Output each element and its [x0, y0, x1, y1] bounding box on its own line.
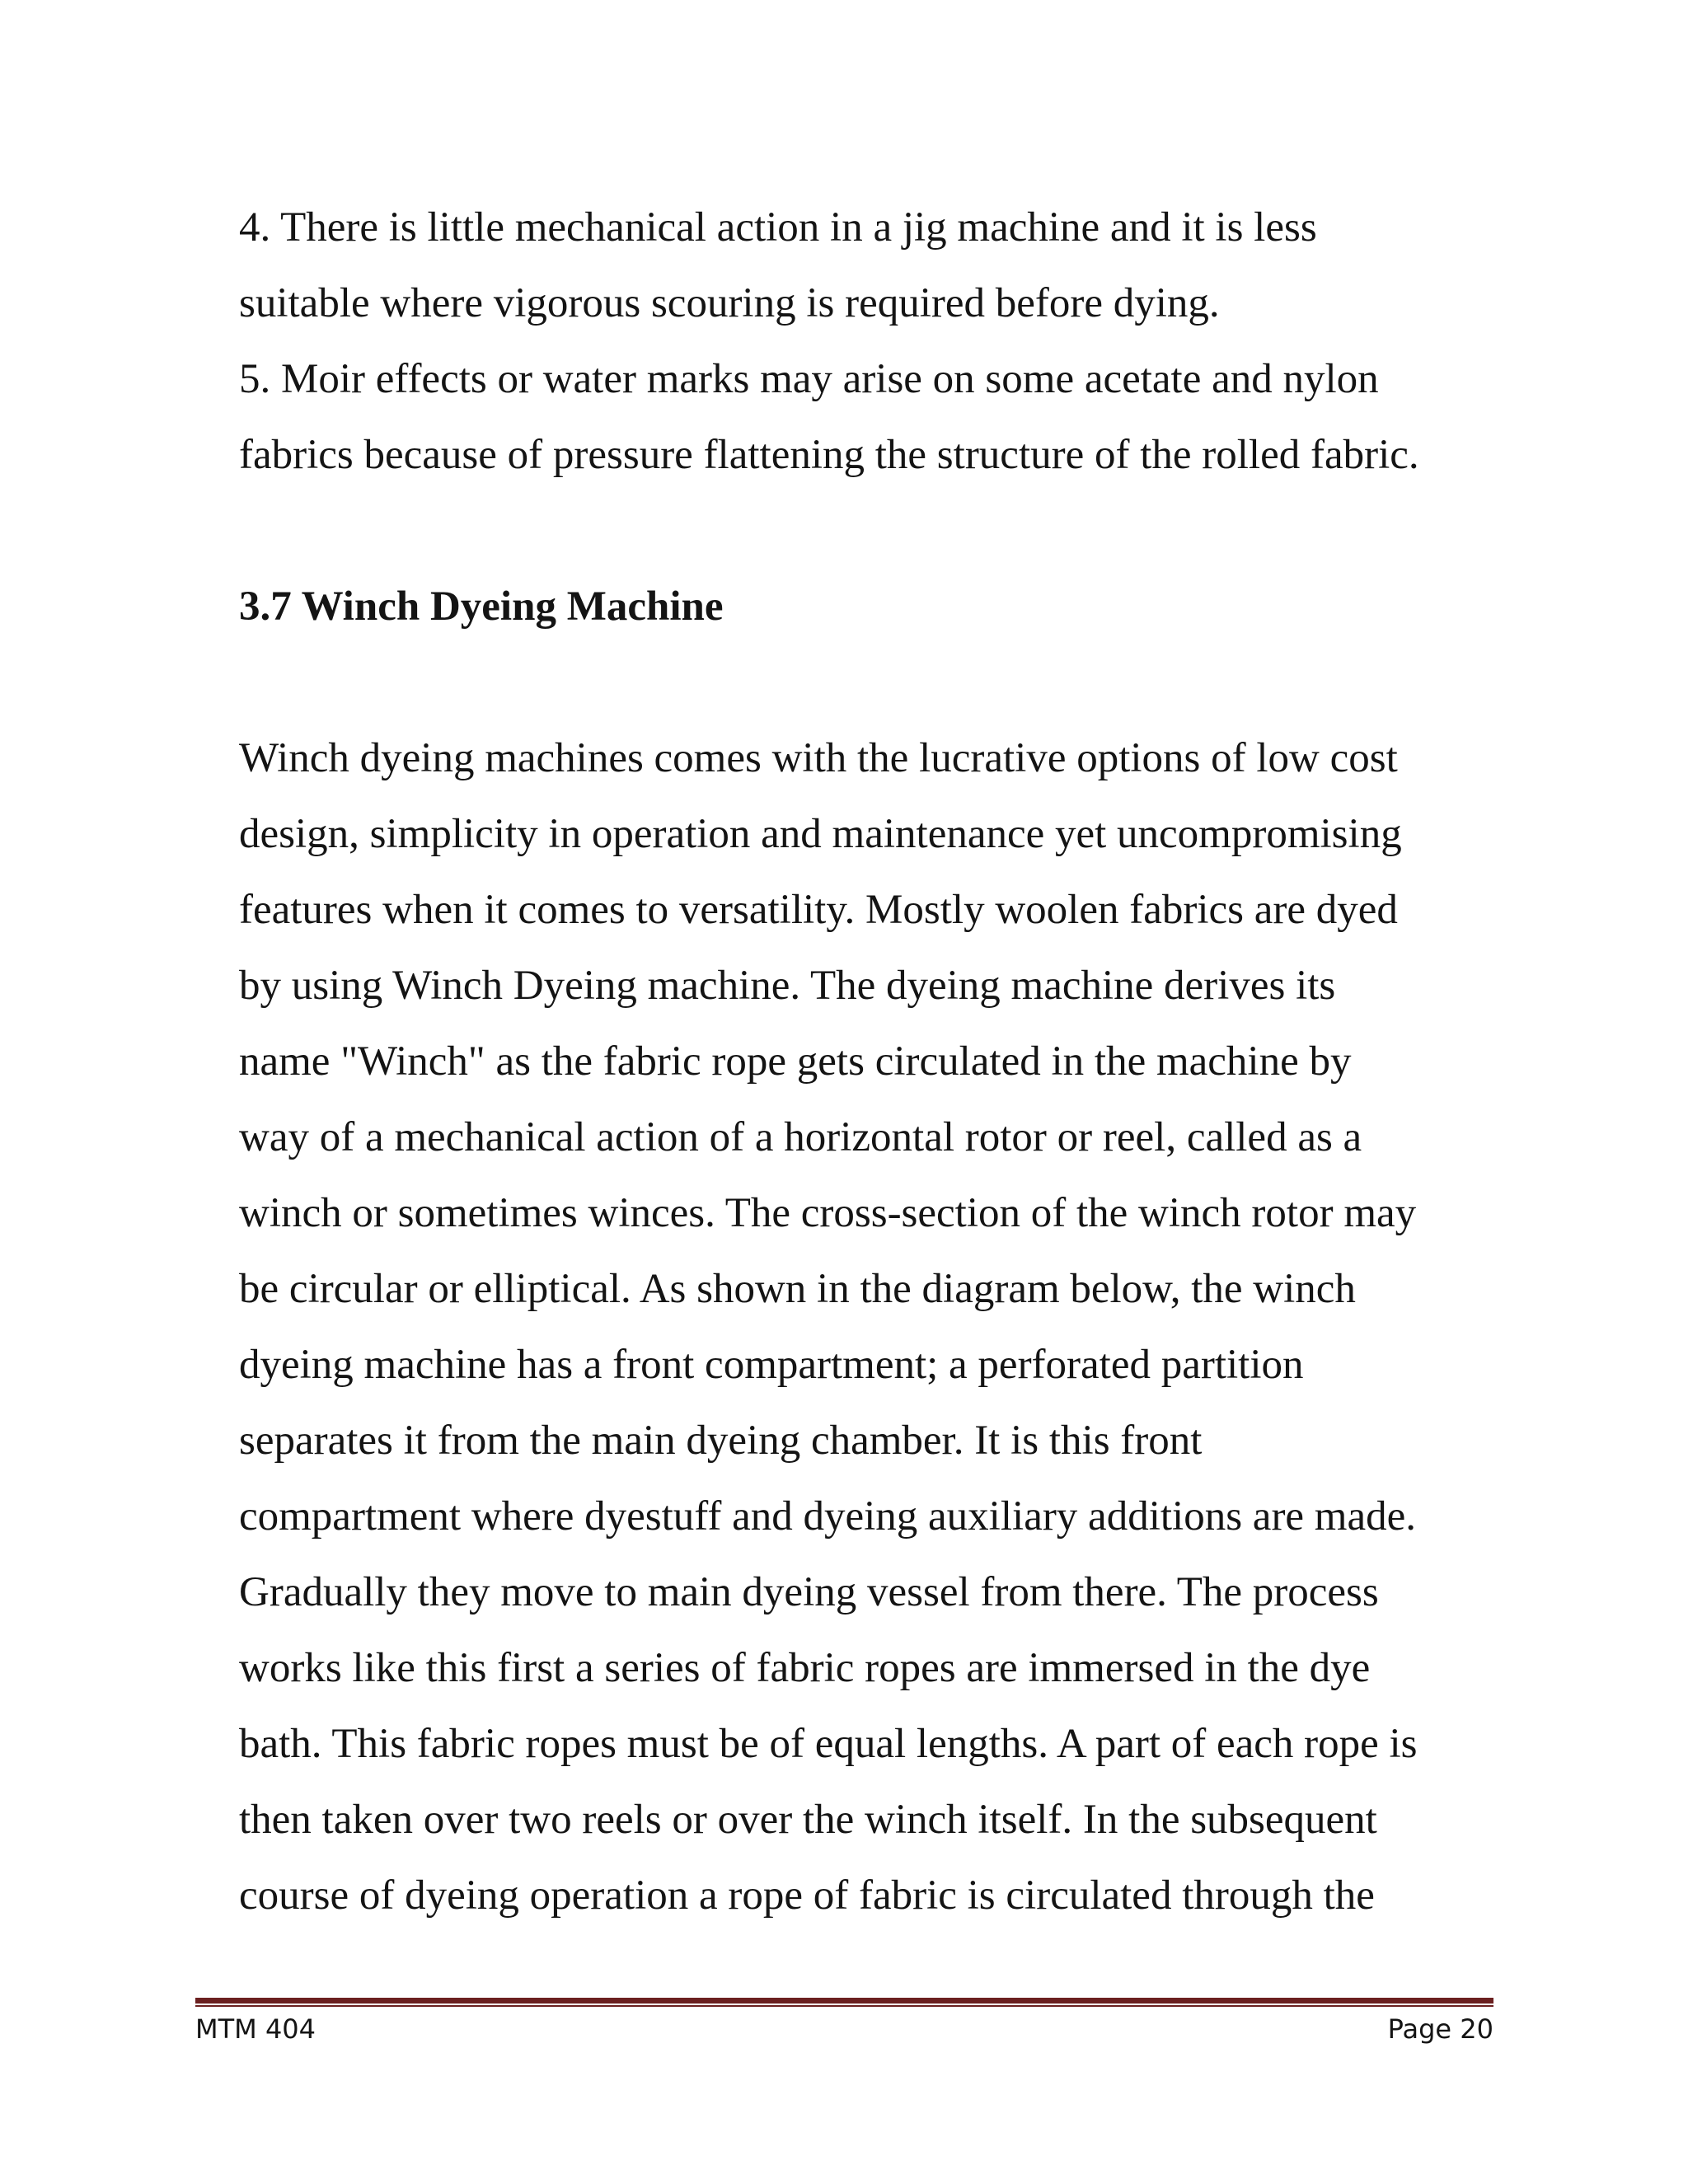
body-line-12: Gradually they move to main dyeing vessel from there. The process [239, 1569, 1379, 1615]
intro-paragraphs [239, 190, 1508, 493]
body-line-7: winch or sometimes winces. The cross-section of the winch rotor may [239, 1190, 1417, 1236]
intro-line-4: fabrics because of pressure flattening the structure of the rolled fabric. [239, 432, 1419, 478]
body-paragraph [239, 720, 1525, 1933]
body-line-4: by using Winch Dyeing machine. The dyeing machine derives its [239, 963, 1336, 1009]
section-heading: 3.7 Winch Dyeing Machine [239, 583, 724, 630]
body-line-14: bath. This fabric ropes must be of equal lengths. A part of each rope is [239, 1721, 1418, 1767]
body-line-8: be circular or elliptical. As shown in the diagram below, the winch [239, 1266, 1356, 1312]
body-line-9: dyeing machine has a front compartment; a perforated partition [239, 1342, 1304, 1388]
body-line-1: Winch dyeing machines comes with the lucrative options of low cost [239, 735, 1398, 781]
body-line-13: works like this first a series of fabric ropes are immersed in the dye [239, 1645, 1371, 1691]
intro-line-2: suitable where vigorous scouring is required before dying. [239, 280, 1220, 326]
footer-rule [195, 1998, 1493, 2007]
intro-line-1: 4. There is little mechanical action in a jig machine and it is less [239, 204, 1317, 251]
body-line-15: then taken over two reels or over the winch itself. In the subsequent [239, 1797, 1377, 1843]
footer-rule-thin [195, 2005, 1493, 2007]
body-line-2: design, simplicity in operation and maintenance yet uncompromising [239, 811, 1402, 857]
footer-rule-thick [195, 1998, 1493, 2004]
body-line-10: separates it from the main dyeing chamber. It is this front [239, 1418, 1203, 1464]
body-line-6: way of a mechanical action of a horizontal rotor or reel, called as a [239, 1114, 1362, 1160]
body-line-16: course of dyeing operation a rope of fabric is circulated through the [239, 1872, 1375, 1919]
footer-page-number: Page 20 [1387, 2013, 1493, 2045]
footer-course-code: MTM 404 [195, 2013, 316, 2045]
body-line-11: compartment where dyestuff and dyeing auxiliary additions are made. [239, 1493, 1416, 1540]
body-line-5: name "Winch" as the fabric rope gets circulated in the machine by [239, 1038, 1352, 1085]
intro-line-3: 5. Moir effects or water marks may arise on some acetate and nylon [239, 356, 1379, 402]
body-line-3: features when it comes to versatility. Mostly woolen fabrics are dyed [239, 887, 1398, 933]
